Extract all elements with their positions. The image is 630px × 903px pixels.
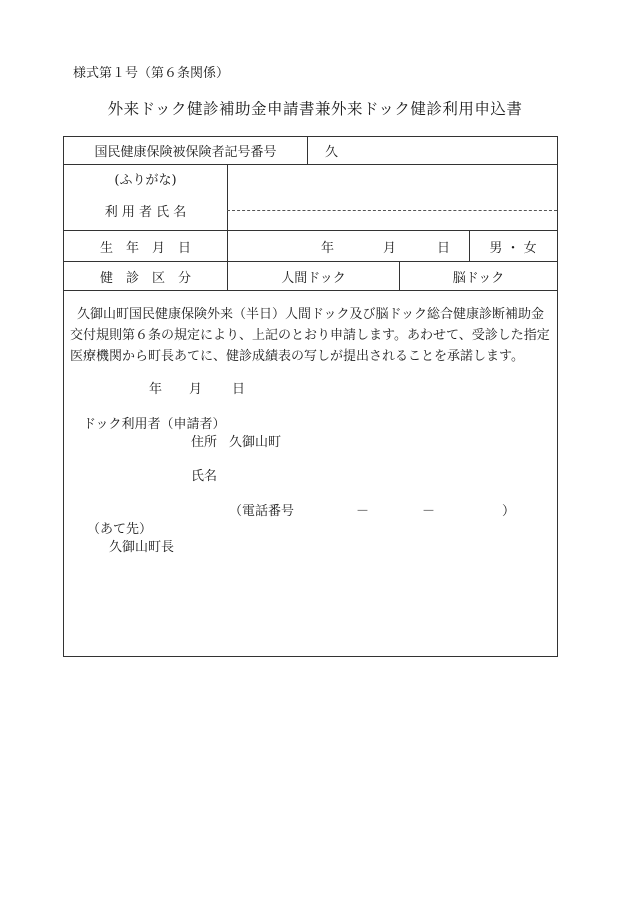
addressee-name: 久御山町長 (109, 540, 175, 555)
birth-day-unit: 日 (437, 240, 451, 256)
furigana-label: (ふりがな) (114, 173, 177, 188)
document-title: 外来ドック健診補助金申請書兼外来ドック健診利用申込書 (107, 100, 523, 118)
phone-dash-1: － (356, 504, 370, 519)
user-name-row (64, 165, 557, 231)
user-name-label: 利 用 者 氏 名 (104, 205, 187, 220)
phone-dash-2: － (422, 504, 436, 519)
exam-option-brain-dock[interactable]: 脳ドック (452, 270, 505, 286)
insurance-number-row (64, 137, 557, 165)
insurance-number-field[interactable] (307, 137, 557, 164)
date-day-unit: 日 (232, 382, 246, 397)
applicant-label: ドック利用者（申請者） (83, 417, 226, 432)
address-label: 住所 (191, 435, 218, 450)
birth-date-label: 生 年 月 日 (99, 240, 191, 256)
addressee-label: （あて先） (87, 522, 153, 537)
date-year-unit: 年 (149, 382, 163, 397)
date-month-unit: 月 (189, 382, 203, 397)
phone-close-paren: ） (502, 504, 516, 519)
exam-option-human-dock[interactable]: 人間ドック (281, 270, 346, 286)
insurance-number-label: 国民健康保険被保険者記号番号 (94, 145, 277, 160)
birth-date-row (64, 231, 557, 262)
applicant-name-label: 氏名 (191, 469, 218, 484)
user-name-field[interactable] (228, 211, 557, 231)
exam-type-row (64, 262, 557, 291)
birth-month-unit: 月 (383, 240, 397, 256)
application-form (63, 136, 558, 657)
address-field[interactable]: 久御山町 (229, 435, 282, 450)
furigana-field[interactable] (228, 165, 557, 210)
phone-label: （電話番号 (229, 504, 295, 519)
birth-year-unit: 年 (321, 240, 335, 256)
application-statement: 久御山町国民健康保険外来（半日）人間ドック及び脳ドック総合健康診断補助金交付規則第６条の規定により、上記のとおり申請します。あわせて、受診した指定医療機関から町長あてに、健診成績表の写しが提出されることを承諾します。 (70, 307, 550, 364)
insurance-number-prefix: 久 (325, 145, 339, 160)
form-number-label: 様式第１号（第６条関係） (73, 66, 230, 81)
exam-type-label: 健 診 区 分 (99, 270, 191, 286)
birth-date-field[interactable] (228, 231, 469, 261)
gender-selector[interactable]: 男 ・ 女 (489, 240, 537, 256)
